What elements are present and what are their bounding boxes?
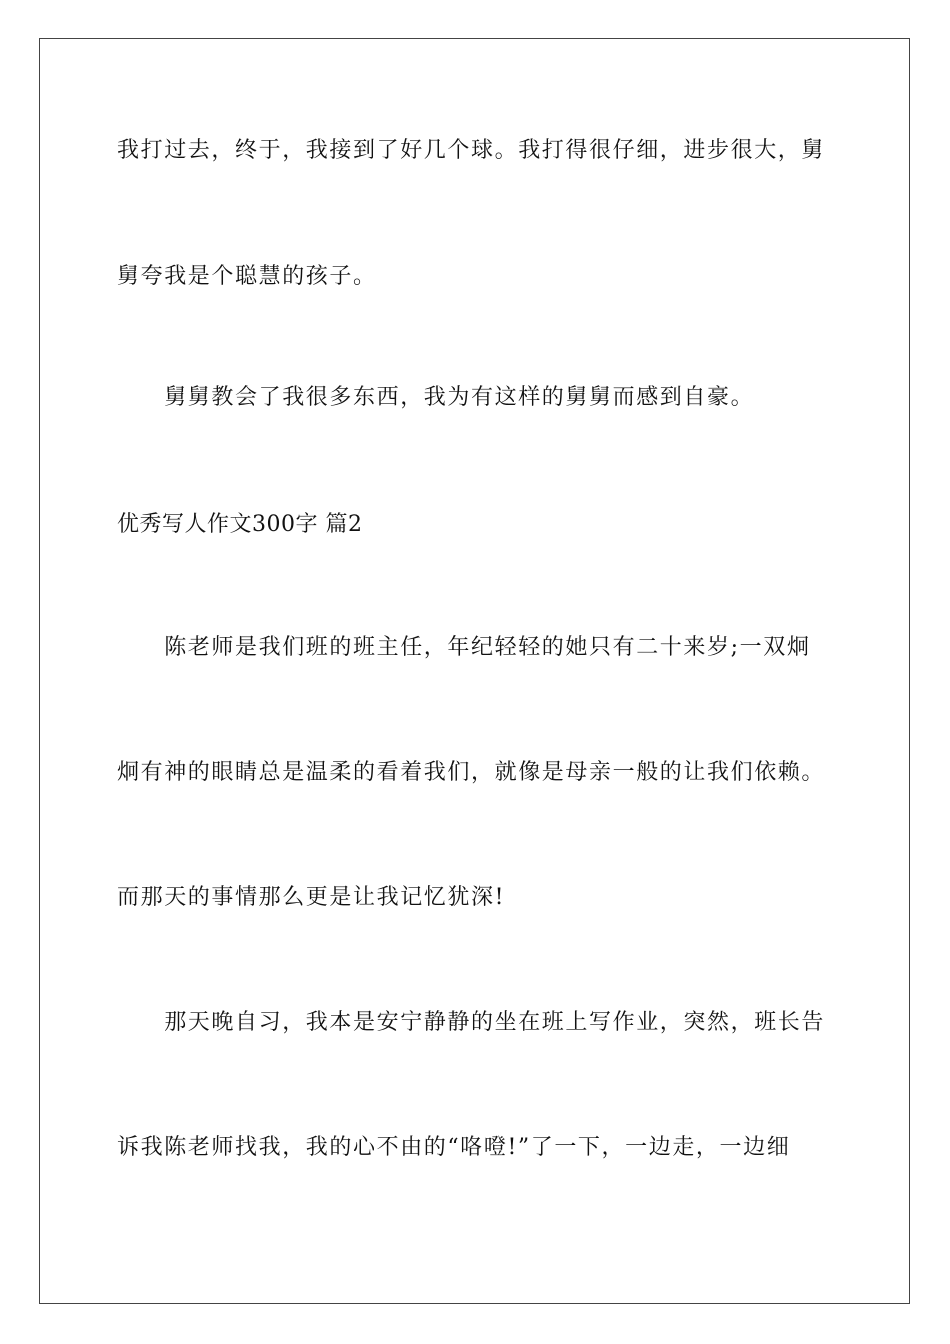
paragraph-line: 而那天的事情那么更是让我记忆犹深! xyxy=(117,885,506,910)
paragraph-line: 诉我陈老师找我，我的心不由的“咯噔!”了一下，一边走，一边细 xyxy=(117,1135,791,1160)
section-heading: 优秀写人作文300字 篇2 xyxy=(117,512,363,537)
paragraph-line: 舅舅教会了我很多东西，我为有这样的舅舅而感到自豪。 xyxy=(117,385,755,410)
paragraph-line: 那天晚自习，我本是安宁静静的坐在班上写作业，突然，班长告 xyxy=(117,1010,826,1035)
paragraph-line: 舅夸我是个聪慧的孩子。 xyxy=(117,264,377,289)
paragraph-line: 炯有神的眼睛总是温柔的看着我们，就像是母亲一般的让我们依赖。 xyxy=(117,760,826,785)
page-border xyxy=(39,38,910,1304)
paragraph-line: 我打过去，终于，我接到了好几个球。我打得很仔细，进步很大，舅 xyxy=(117,138,826,163)
paragraph-line: 陈老师是我们班的班主任，年纪轻轻的她只有二十来岁;一双炯 xyxy=(117,635,811,660)
